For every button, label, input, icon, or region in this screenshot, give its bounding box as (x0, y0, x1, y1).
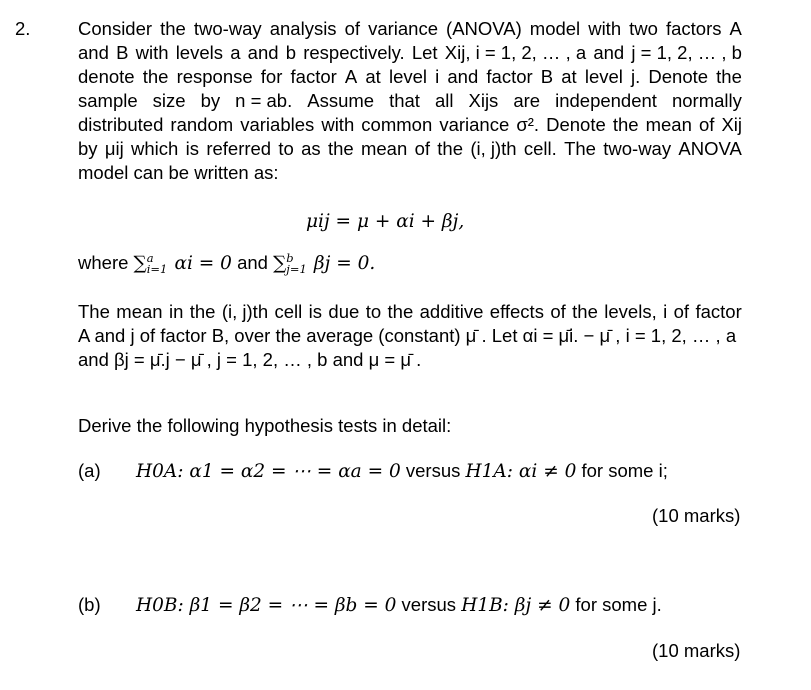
word: normally (671, 90, 742, 111)
word: a (230, 42, 241, 63)
word: two-way (193, 18, 262, 39)
word: random (170, 114, 234, 135)
word: levels, (604, 301, 657, 322)
word: i (663, 301, 668, 322)
word: to (365, 301, 382, 322)
word: level (388, 66, 428, 87)
word: sample (78, 90, 138, 111)
word: respectively. (303, 42, 405, 63)
alt-hypothesis: H1B: βj ≠ 0 (461, 595, 571, 616)
word: with (135, 42, 169, 63)
word: of (550, 301, 566, 322)
word: with (588, 18, 622, 39)
sum-symbol: ∑ (273, 253, 287, 274)
word: independent (555, 90, 657, 111)
constraint-and: and (237, 252, 268, 273)
sum2-lower: j=1 (286, 262, 307, 277)
word: B (116, 42, 129, 63)
word: n = ab. (235, 90, 293, 111)
word: Denote (648, 66, 709, 87)
word: j = 1, 2, … , b (631, 42, 742, 63)
word: mean (645, 114, 692, 135)
intro-line: model can be written as: (78, 162, 279, 183)
word: variance (439, 114, 510, 135)
word: i (435, 66, 440, 87)
part-label: (b) (78, 594, 101, 615)
word: Denote (546, 114, 606, 135)
word: Xij, i = 1, 2, … , a (444, 42, 587, 63)
word: that (389, 90, 420, 111)
word: cell (274, 301, 303, 322)
model-equation: μij = μ + αi + βj, (306, 211, 465, 232)
versus-text: versus (401, 594, 457, 615)
word: ANOVA (678, 138, 742, 159)
part-label: (a) (78, 460, 101, 481)
word: A (344, 66, 358, 87)
word: factor (290, 66, 337, 87)
word: cell. (523, 138, 557, 159)
word: by (200, 90, 221, 111)
word: of (698, 114, 715, 135)
word: denote (78, 66, 135, 87)
word: two-way (603, 138, 672, 159)
word: by (78, 138, 98, 159)
word: model (529, 18, 581, 39)
word: the (716, 66, 742, 87)
word: factors (665, 18, 722, 39)
sum1-lower: i=1 (146, 262, 168, 277)
word: level (584, 66, 623, 87)
word: which (131, 138, 179, 159)
word: analysis (269, 18, 337, 39)
word: at (365, 66, 381, 87)
intro-line (78, 42, 742, 64)
word: two (629, 18, 658, 39)
hypothesis-tail: for some j. (575, 594, 662, 615)
word: variables (240, 114, 315, 135)
word: effects (489, 301, 544, 322)
word: of (344, 18, 361, 39)
question-number: 2. (15, 18, 31, 39)
word: the (612, 114, 639, 135)
word: σ². (516, 114, 540, 135)
word: (i, j)th (470, 138, 517, 159)
word: size (152, 90, 186, 111)
word: all (434, 90, 454, 111)
word: the (572, 301, 598, 322)
word: is (185, 138, 200, 159)
sum-symbol: ∑ (133, 253, 147, 274)
word: of (673, 301, 690, 322)
word: and (78, 42, 109, 63)
sum2-upper: b (286, 250, 294, 265)
word: the (387, 301, 414, 322)
sum2-term: βj = 0. (313, 253, 376, 274)
word: distributed (78, 114, 164, 135)
word: Let (411, 42, 438, 63)
constraint-line (78, 252, 375, 276)
mean-line: and βj = μ̄.j − μ̄ , j = 1, 2, … , b and μ = μ̄ . (78, 349, 422, 370)
hypothesis-line (136, 594, 662, 616)
word: are (513, 90, 541, 111)
null-hypothesis: H0A: α1 = α2 = ⋯ = αa = 0 (136, 461, 401, 482)
word: (i, j)th (221, 301, 269, 322)
word: referred (206, 138, 272, 159)
word: in (168, 301, 184, 322)
word: factor (486, 66, 533, 87)
marks-label: (10 marks) (652, 505, 741, 526)
intro-line (78, 66, 742, 88)
word: response (176, 66, 253, 87)
word: Xijs (468, 90, 499, 111)
word: common (361, 114, 433, 135)
hypothesis-line (136, 460, 668, 482)
word: for (260, 66, 283, 87)
word: B (540, 66, 554, 87)
intro-line (78, 90, 742, 112)
constraint-where: where (78, 252, 129, 273)
word: the (437, 138, 464, 159)
word: to (278, 138, 294, 159)
word: the (327, 138, 354, 159)
word: as (301, 138, 321, 159)
alt-hypothesis: H1A: αi ≠ 0 (465, 461, 577, 482)
word: and (593, 42, 625, 63)
word: with (321, 114, 355, 135)
word: and (247, 42, 279, 63)
mean-line (78, 301, 742, 323)
word: μij (104, 138, 124, 159)
versus-text: versus (405, 460, 461, 481)
marks-label: (10 marks) (652, 640, 741, 661)
mean-line: A and j of factor B, over the average (constant) μ̄ . Let αi = μ̄i. − μ̄ , i = 1, 2, … , a (78, 325, 737, 346)
word: Xij (721, 114, 742, 135)
word: b (285, 42, 297, 63)
word: is (308, 301, 323, 322)
word: the (189, 301, 216, 322)
word: variance (368, 18, 438, 39)
sum1-term: αi = 0 (174, 253, 232, 274)
word: due (328, 301, 360, 322)
word: mean (116, 301, 163, 322)
word: mean (360, 138, 408, 159)
null-hypothesis: H0B: β1 = β2 = ⋯ = βb = 0 (136, 595, 397, 616)
sum1-upper: a (146, 250, 154, 265)
hypothesis-tail: for some i; (581, 460, 668, 481)
word: and (447, 66, 479, 87)
word: A (729, 18, 742, 39)
word: The (78, 301, 110, 322)
word: additive (419, 301, 484, 322)
word: The (564, 138, 596, 159)
word: j. (631, 66, 641, 87)
word: Consider (78, 18, 153, 39)
word: at (561, 66, 577, 87)
word: levels (175, 42, 223, 63)
word: the (160, 18, 186, 39)
word: factor (695, 301, 742, 322)
derive-prompt: Derive the following hypothesis tests in detail: (78, 415, 452, 436)
intro-line (78, 114, 742, 136)
word: Assume (307, 90, 375, 111)
word: of (414, 138, 430, 159)
intro-line (78, 138, 742, 160)
intro-line (78, 18, 742, 40)
word: (ANOVA) (446, 18, 522, 39)
word: the (142, 66, 169, 87)
